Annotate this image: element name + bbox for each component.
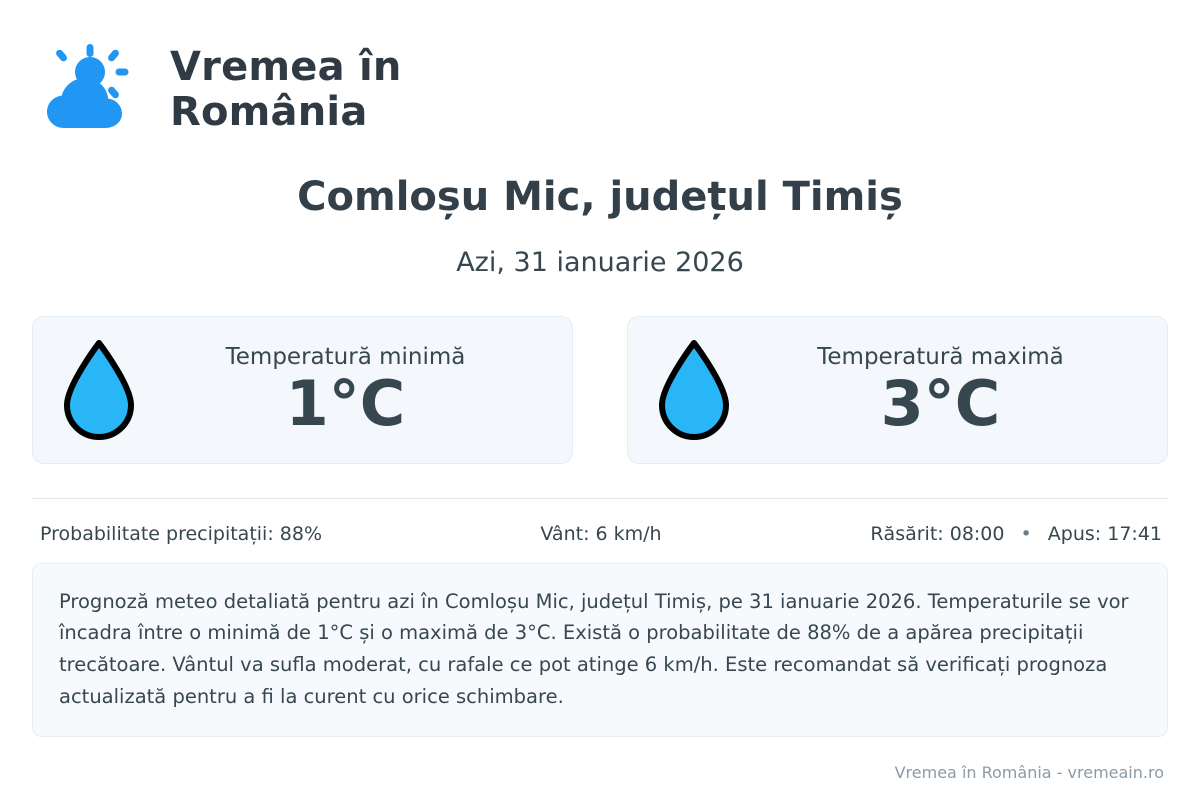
card-min-body bbox=[147, 344, 554, 441]
forecast-description: Prognoză meteo detaliată pentru azi în Comloșu Mic, județul Timiș, pe 31 ianuarie 2026. Temperaturile se vor încadra între o minimă de 1°C și o maximă de 3°C. Există o probabilitate de 88% de a apărea precipitații trecătoare. Vântul va sufla moderat, cu rafale ce pot atinge 6 km/h. Este recomandat să verificați prognoza actualizată pentru a fi la curent cu orice schimbare. bbox=[32, 563, 1168, 737]
brand-title-line1: Vremea în bbox=[170, 44, 402, 91]
card-max-value: 3°C bbox=[880, 367, 1001, 441]
card-max-temperature bbox=[627, 316, 1168, 464]
sun-separator: • bbox=[1020, 522, 1032, 545]
wind-stat: Vânt: 6 km/h bbox=[540, 522, 662, 545]
brand-title-line2: România bbox=[170, 89, 368, 135]
weather-stats bbox=[32, 498, 1168, 545]
page-title: Comloșu Mic, județul Timiș bbox=[297, 174, 903, 220]
page-date: Azi, 31 ianuarie 2026 bbox=[456, 246, 744, 278]
footer-text: Vremea în România - vremeain.ro bbox=[894, 763, 1164, 782]
brand-header bbox=[32, 0, 1168, 136]
water-drop-icon bbox=[51, 331, 147, 449]
card-max-label: Temperatură maximă bbox=[817, 344, 1064, 371]
card-max-body bbox=[742, 344, 1149, 441]
precipitation-stat: Probabilitate precipitații: 88% bbox=[40, 522, 322, 545]
sunrise-value: Răsărit: 08:00 bbox=[870, 522, 1005, 545]
brand-title bbox=[170, 45, 402, 135]
sun-times-stat bbox=[788, 523, 1168, 545]
card-min-temperature bbox=[32, 316, 573, 464]
card-min-label: Temperatură minimă bbox=[225, 344, 466, 371]
temperature-cards bbox=[32, 316, 1168, 464]
water-drop-icon bbox=[646, 331, 742, 449]
sun-cloud-icon bbox=[40, 44, 152, 136]
sunset-value: Apus: 17:41 bbox=[1047, 522, 1162, 545]
card-min-value: 1°C bbox=[285, 367, 406, 441]
